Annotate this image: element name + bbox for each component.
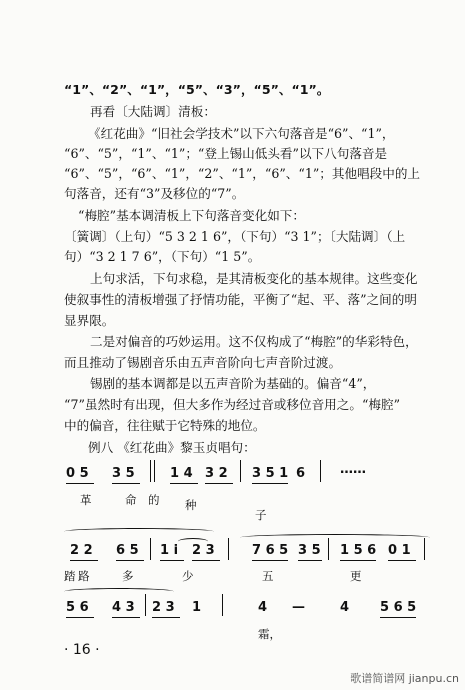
- underline: [116, 560, 144, 561]
- text-line-5: “6”、“5”，“6”、“1”，“2”、“1”，“6”、“1”；其他唱段中的上: [64, 166, 421, 181]
- lyric: 的: [148, 493, 160, 507]
- barline: [228, 538, 229, 560]
- text-line-16: “7”虽然时有出现，但大多作为经过音或移位音用之。“梅腔”: [64, 397, 401, 412]
- lyric: 命: [125, 493, 137, 507]
- note-group: 3 5 1: [252, 466, 289, 481]
- slur: [64, 528, 214, 535]
- note-group: 2 2: [70, 543, 93, 558]
- text-line-15: 锡剧的基本调都是以五声音阶为基础的。偏音“4”，: [90, 376, 376, 391]
- note-group: 2 3: [192, 543, 215, 558]
- note-group: 4 3: [112, 600, 135, 615]
- text-line-18: 例八 《红花曲》黎玉贞唱句：: [88, 440, 256, 455]
- underline: [112, 483, 140, 484]
- barline: [328, 538, 329, 560]
- barline: [150, 460, 151, 482]
- note-group: 2 3: [152, 600, 175, 615]
- underline: [340, 560, 376, 561]
- note-group: 5 6 5: [380, 600, 417, 615]
- underline: [152, 617, 180, 618]
- underline: [160, 560, 184, 561]
- underline: [252, 483, 288, 484]
- underline: [380, 617, 416, 618]
- underline: [388, 560, 416, 561]
- lyric: 路: [78, 569, 90, 583]
- lyric: 霜，: [258, 627, 281, 641]
- lyric: 子: [255, 508, 267, 522]
- note-group: 3 2: [205, 466, 228, 481]
- barline: [240, 460, 241, 482]
- note-group: 0 1: [388, 543, 411, 558]
- barline: [424, 538, 425, 560]
- note-group: 1 4: [170, 466, 193, 481]
- note-group: 4: [340, 600, 350, 615]
- text-line-14: 而且推动了锡剧音乐由五声音阶向七声音阶过渡。: [64, 355, 342, 370]
- text-line-8: 〔簧调〕（上句）“5 3 2 1 6”，（下句）“3 1”；〔大陆调〕（上: [64, 229, 406, 244]
- lyric: 种: [185, 498, 197, 512]
- lyric: 革: [80, 493, 92, 507]
- note-group: 1 i: [160, 543, 179, 558]
- continuation-dots: ……: [340, 462, 366, 477]
- note-group: 7 6 5: [252, 543, 289, 558]
- note-group: 3 5: [298, 543, 321, 558]
- slur: [240, 534, 430, 541]
- underline: [170, 483, 198, 484]
- lyric: 踏: [64, 569, 76, 583]
- underline: [205, 483, 233, 484]
- barline: [145, 594, 146, 616]
- note-group: 1 5 6: [340, 543, 377, 558]
- underline: [70, 560, 98, 561]
- text-line-10: 上句求活，下句求稳，是其清板变化的基本规律。这些变化: [90, 271, 418, 286]
- slur: [64, 588, 174, 595]
- note-group: 6: [296, 466, 306, 481]
- underline: [252, 560, 288, 561]
- text-line-4: “6”、“5”，“1”、“1”；“登上锡山低头看”以下八句落音是: [64, 146, 388, 161]
- underline: [66, 483, 94, 484]
- barline: [222, 594, 223, 616]
- barline: [320, 460, 321, 482]
- lyric: 少: [182, 569, 194, 583]
- note-group: 5 6: [66, 600, 89, 615]
- text-line-12: 显界限。: [64, 313, 115, 328]
- text-line-17: 中的偏音，往往赋于它特殊的地位。: [64, 418, 266, 433]
- page-number: · 16 ·: [64, 642, 100, 658]
- text-line-1: “1”、“2”、“1”，“5”、“3”，“5”、“1”。: [64, 82, 330, 97]
- underline: [112, 617, 140, 618]
- text-line-2: 再看〔大陆调〕清板：: [90, 104, 216, 119]
- watermark: 歌谱简谱网 jianpu.cn: [350, 672, 459, 685]
- text-line-6: 句落音，还有“3”及移位的“7”。: [64, 186, 245, 201]
- note-group: 6 5: [116, 543, 139, 558]
- note-group: 1: [192, 600, 202, 615]
- lyric: 更: [350, 569, 362, 583]
- underline: [192, 560, 220, 561]
- text-line-11: 使叙事性的清板增强了抒情功能，平衡了“起、平、落”之间的明: [64, 292, 417, 307]
- barline: [154, 460, 155, 482]
- note-group: 4: [258, 600, 268, 615]
- underline: [66, 617, 94, 618]
- lyric: 五: [262, 569, 274, 583]
- text-line-13: 二是对偏音的巧妙运用。这不仅构成了“梅腔”的华彩特色，: [90, 334, 418, 349]
- note-group: 3 5: [112, 466, 135, 481]
- note-dash: —: [292, 600, 305, 615]
- note-group: 0 5: [66, 466, 89, 481]
- barline: [150, 538, 151, 560]
- underline: [298, 560, 322, 561]
- text-line-3: 《红花曲》“旧社会学技术”以下六句落音是“6”、“1”，: [88, 126, 395, 141]
- text-line-9: 句）“3 2 1 7 6”，（下句）“1 5”。: [64, 249, 261, 264]
- text-line-7: “梅腔”基本调清板上下句落音变化如下：: [78, 208, 305, 223]
- lyric: 多: [122, 569, 134, 583]
